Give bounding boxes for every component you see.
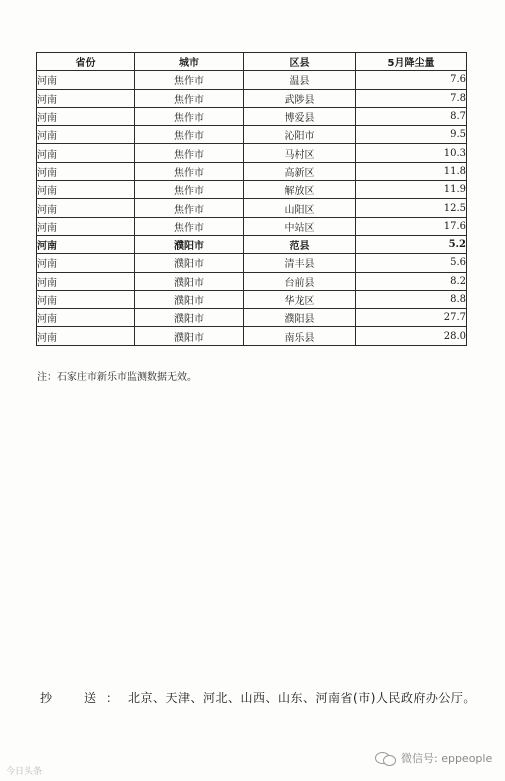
dust-value-cell: 9.5 bbox=[356, 126, 467, 144]
wechat-icon bbox=[375, 751, 397, 765]
city-cell: 濮阳市 bbox=[135, 254, 244, 272]
dust-value-cell: 5.6 bbox=[356, 254, 467, 272]
county-cell: 解放区 bbox=[244, 181, 356, 199]
copy-to-recipients: 北京、天津、河北、山西、山东、河南省(市)人民政府办公厅。 bbox=[128, 691, 476, 705]
county-cell: 华龙区 bbox=[244, 290, 356, 308]
dust-value-cell: 7.8 bbox=[356, 89, 467, 107]
table-row bbox=[37, 162, 467, 180]
dust-value-cell: 11.9 bbox=[356, 181, 467, 199]
dust-value-cell: 8.2 bbox=[356, 272, 467, 290]
city-cell: 濮阳市 bbox=[135, 327, 244, 345]
province-cell: 河南 bbox=[37, 199, 135, 217]
city-cell: 焦作市 bbox=[135, 181, 244, 199]
table-row bbox=[37, 126, 467, 144]
province-cell: 河南 bbox=[37, 327, 135, 345]
county-cell: 清丰县 bbox=[244, 254, 356, 272]
province-cell: 河南 bbox=[37, 144, 135, 162]
table-row bbox=[37, 217, 467, 235]
watermark-wechat bbox=[375, 750, 492, 766]
county-cell: 武陟县 bbox=[244, 89, 356, 107]
province-cell: 河南 bbox=[37, 181, 135, 199]
province-cell: 河南 bbox=[37, 126, 135, 144]
province-cell: 河南 bbox=[37, 71, 135, 89]
county-cell: 南乐县 bbox=[244, 327, 356, 345]
table-body bbox=[37, 71, 467, 345]
table-row bbox=[37, 89, 467, 107]
table-row bbox=[37, 290, 467, 308]
city-cell: 焦作市 bbox=[135, 71, 244, 89]
city-cell: 焦作市 bbox=[135, 162, 244, 180]
table-row bbox=[37, 309, 467, 327]
county-cell: 范县 bbox=[244, 235, 356, 253]
header-dust-value: 5月降尘量 bbox=[356, 53, 467, 71]
county-cell: 高新区 bbox=[244, 162, 356, 180]
watermark-left: 今日头条 bbox=[6, 767, 43, 777]
header-province: 省份 bbox=[37, 53, 135, 71]
city-cell: 焦作市 bbox=[135, 89, 244, 107]
province-cell: 河南 bbox=[37, 254, 135, 272]
city-cell: 焦作市 bbox=[135, 144, 244, 162]
dust-value-cell: 8.8 bbox=[356, 290, 467, 308]
county-cell: 中站区 bbox=[244, 217, 356, 235]
dust-value-cell: 27.7 bbox=[356, 309, 467, 327]
dust-value-cell: 7.6 bbox=[356, 71, 467, 89]
province-cell: 河南 bbox=[37, 272, 135, 290]
dust-fall-table bbox=[36, 52, 467, 346]
wechat-id: 微信号: eppeople bbox=[401, 752, 493, 765]
table-row bbox=[37, 254, 467, 272]
table-row bbox=[37, 327, 467, 345]
copy-to-line bbox=[40, 689, 476, 706]
county-cell: 温县 bbox=[244, 71, 356, 89]
county-cell: 马村区 bbox=[244, 144, 356, 162]
province-cell: 河南 bbox=[37, 235, 135, 253]
dust-value-cell: 11.8 bbox=[356, 162, 467, 180]
city-cell: 濮阳市 bbox=[135, 309, 244, 327]
county-cell: 博爱县 bbox=[244, 107, 356, 125]
county-cell: 台前县 bbox=[244, 272, 356, 290]
dust-value-cell: 12.5 bbox=[356, 199, 467, 217]
province-cell: 河南 bbox=[37, 309, 135, 327]
province-cell: 河南 bbox=[37, 217, 135, 235]
header-city: 城市 bbox=[135, 53, 244, 71]
city-cell: 焦作市 bbox=[135, 107, 244, 125]
city-cell: 焦作市 bbox=[135, 126, 244, 144]
city-cell: 焦作市 bbox=[135, 217, 244, 235]
header-county: 区县 bbox=[244, 53, 356, 71]
copy-to-label: 抄 送： bbox=[40, 691, 129, 705]
dust-value-cell: 5.2 bbox=[356, 235, 467, 253]
table-row bbox=[37, 107, 467, 125]
province-cell: 河南 bbox=[37, 89, 135, 107]
dust-value-cell: 8.7 bbox=[356, 107, 467, 125]
city-cell: 濮阳市 bbox=[135, 272, 244, 290]
table-row bbox=[37, 235, 467, 253]
city-cell: 濮阳市 bbox=[135, 235, 244, 253]
dust-value-cell: 10.3 bbox=[356, 144, 467, 162]
dust-value-cell: 17.6 bbox=[356, 217, 467, 235]
table-row bbox=[37, 71, 467, 89]
table-row bbox=[37, 181, 467, 199]
province-cell: 河南 bbox=[37, 107, 135, 125]
city-cell: 濮阳市 bbox=[135, 290, 244, 308]
province-cell: 河南 bbox=[37, 290, 135, 308]
province-cell: 河南 bbox=[37, 162, 135, 180]
table-row bbox=[37, 199, 467, 217]
county-cell: 沁阳市 bbox=[244, 126, 356, 144]
dust-value-cell: 28.0 bbox=[356, 327, 467, 345]
city-cell: 焦作市 bbox=[135, 199, 244, 217]
table-row bbox=[37, 272, 467, 290]
county-cell: 濮阳县 bbox=[244, 309, 356, 327]
county-cell: 山阳区 bbox=[244, 199, 356, 217]
footnote: 注：石家庄市新乐市监测数据无效。 bbox=[37, 372, 197, 383]
table-row bbox=[37, 144, 467, 162]
table-header-row bbox=[37, 53, 467, 71]
